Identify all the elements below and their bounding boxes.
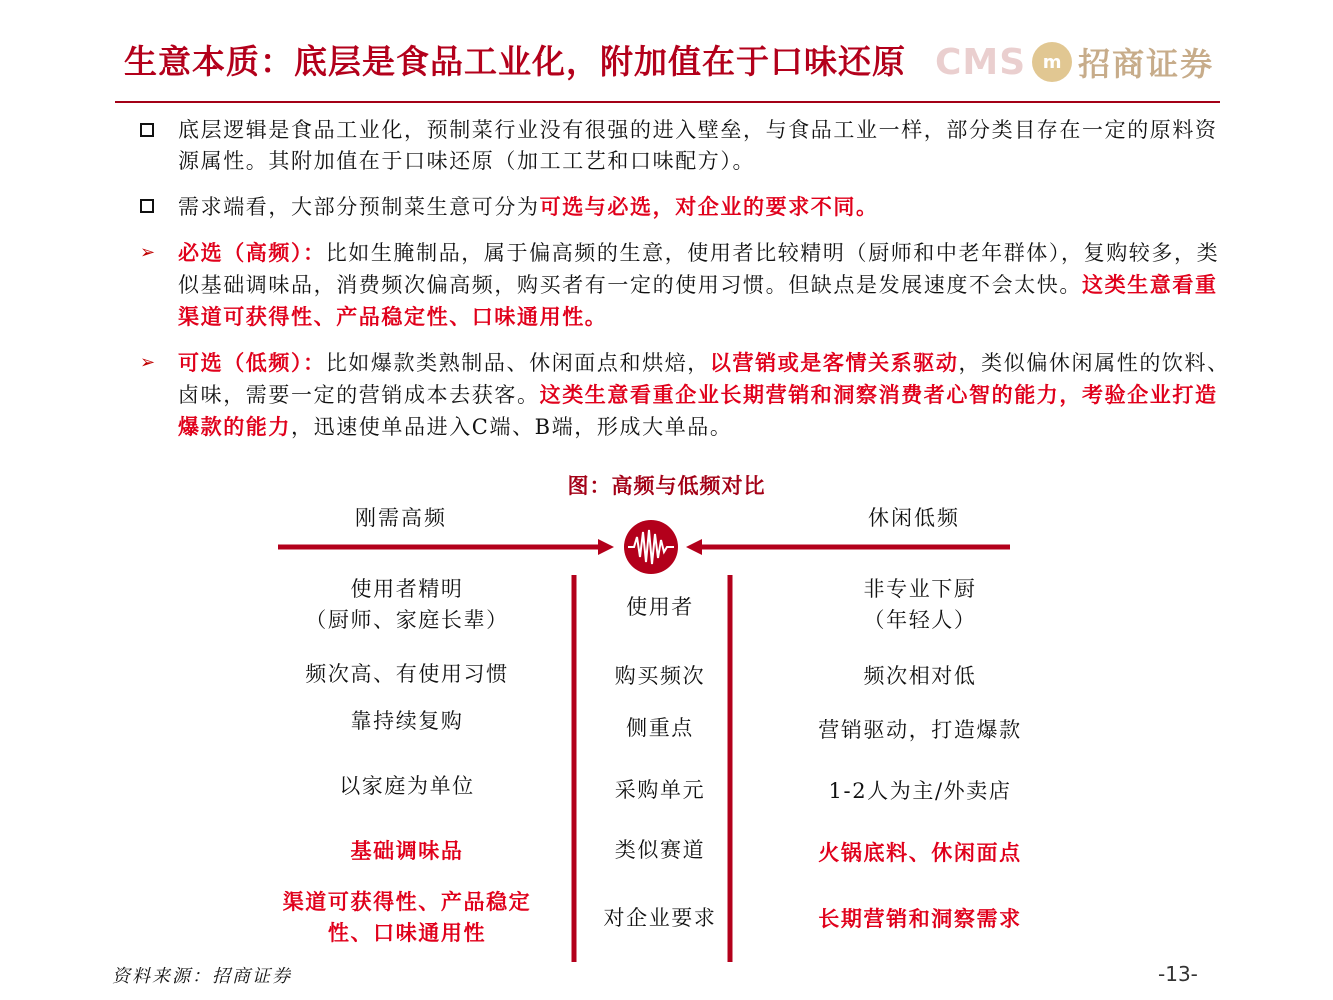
bullet-text: 以营销或是客情关系驱动 bbox=[709, 350, 959, 375]
row-right-cell: 长期营销和洞察需求 bbox=[818, 906, 1022, 931]
row-mid-cell: 类似赛道 bbox=[614, 838, 706, 862]
bullet-text: 可选（低频）： bbox=[178, 350, 326, 375]
row-mid-cell: 购买频次 bbox=[614, 664, 706, 688]
bullet-text: 可选与必选，对企业的要求不同。 bbox=[539, 194, 879, 219]
page-number: -13- bbox=[1158, 962, 1198, 986]
row-right-cell: 非专业下厨 （年轻人） bbox=[863, 577, 977, 632]
bullet-text: 这类生意看重渠道可获得性、产品稳定性、口味通用性。 bbox=[178, 272, 1218, 329]
row-right-cell: 频次相对低 bbox=[863, 664, 977, 688]
row-right-cell: 火锅底料、休闲面点 bbox=[818, 840, 1022, 865]
right-column-heading: 休闲低频 bbox=[868, 506, 960, 530]
logo-mark-icon: m bbox=[1032, 42, 1072, 82]
figure-title: 图：高频与低频对比 bbox=[567, 473, 766, 498]
bullet-text: 底层逻辑是食品工业化，预制菜行业没有很强的进入壁垒，与食品工业一样，部分类目存在一定的原料资源属性。其附加值在于口味还原（加工工艺和口味配方）。 bbox=[178, 118, 1218, 173]
row-left-cell: 渠道可获得性、产品稳定 性、口味通用性 bbox=[282, 889, 532, 945]
row-mid-cell: 侧重点 bbox=[626, 716, 694, 740]
logo-en: CMS bbox=[935, 41, 1027, 83]
row-left-cell: 使用者精明 （厨师、家庭长辈） bbox=[305, 577, 509, 632]
bullet-text: 需求端看，大部分预制菜生意可分为 bbox=[178, 195, 540, 219]
row-left-cell: 频次高、有使用习惯 bbox=[305, 662, 509, 686]
left-arrow-head bbox=[598, 539, 614, 555]
arrow-bullet-icon: ➢ bbox=[140, 242, 157, 263]
row-left-cell: 基础调味品 bbox=[350, 838, 464, 863]
row-left-cell: 靠持续复购 bbox=[350, 709, 464, 733]
bullet-text: 比如爆款类熟制品、休闲面点和烘焙， bbox=[325, 351, 710, 375]
right-arrow-head bbox=[686, 539, 702, 555]
logo-cn: 招商证券 bbox=[1078, 45, 1215, 83]
bullet-text: ，类似偏休闲属性的饮料、卤味，需要一定的营销成本去获客。 bbox=[178, 351, 1230, 407]
left-column-heading: 刚需高频 bbox=[355, 506, 447, 530]
row-right-cell: 营销驱动，打造爆款 bbox=[818, 718, 1022, 742]
row-left-cell: 以家庭为单位 bbox=[339, 774, 475, 798]
row-right-cell: 1-2人为主/外卖店 bbox=[828, 779, 1012, 803]
row-mid-cell: 对企业要求 bbox=[603, 906, 717, 930]
arrow-bullet-icon: ➢ bbox=[140, 352, 157, 373]
bullet-text: 比如生腌制品，属于偏高频的生意，使用者比较精明（厨师和中老年群体），复购较多，类似基础调味品，消费频次偏高频，购买者有一定的使用习惯。但缺点是发展速度不会太快。 bbox=[178, 241, 1220, 297]
page-title: 生意本质：底层是食品工业化，附加值在于口味还原 bbox=[124, 42, 906, 81]
bullet-text: ，迅速使单品进入C端、B端，形成大单品。 bbox=[291, 415, 733, 439]
bullet-text: 必选（高频）： bbox=[178, 240, 326, 265]
row-mid-cell: 采购单元 bbox=[614, 778, 706, 802]
source-note: 资料来源：招商证券 bbox=[112, 966, 292, 987]
row-mid-cell: 使用者 bbox=[626, 595, 694, 619]
bullet-text: 这类生意看重企业长期营销和洞察消费者心智的能力，考验企业打造爆款的能力 bbox=[178, 382, 1218, 439]
